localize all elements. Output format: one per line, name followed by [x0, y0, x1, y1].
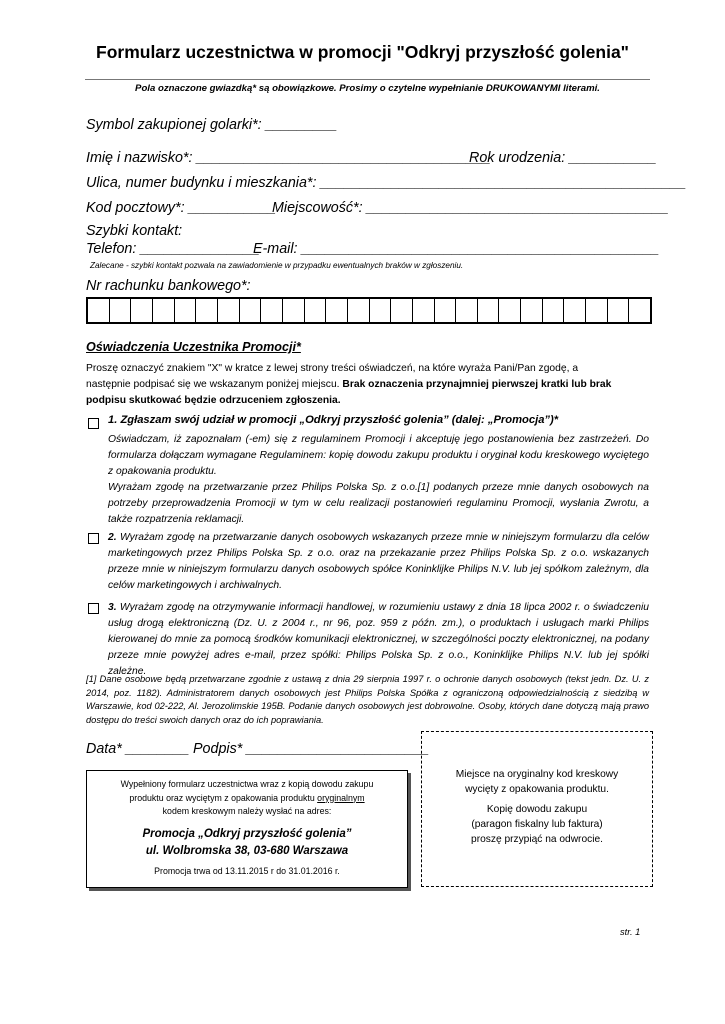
quick-contact-label: Szybki kontakt:	[86, 223, 183, 239]
bank-account-digit-cell[interactable]	[543, 299, 565, 322]
receipt-instruction-line: Kopię dowodu zakupu	[486, 804, 588, 815]
bank-account-digit-cell[interactable]	[456, 299, 478, 322]
bank-account-digit-cell[interactable]	[435, 299, 457, 322]
street-address: ul. Wolbromska 38, 03-680 Warszawa	[145, 844, 349, 857]
bank-account-digit-cell[interactable]	[629, 299, 650, 322]
barcode-placeholder-box	[421, 731, 653, 887]
statement-3-text	[108, 600, 649, 680]
bank-account-digit-cell[interactable]	[391, 299, 413, 322]
data-protection-footnote: [1] Dane osobowe będą przetwarzane zgodnie z ustawą z dnia 29 sierpnia 1997 r. o ochronie danych osobowych (tekst jedn. Dz. U. z 2014, poz. 1182). Administratorem danych osobowych jest Philips Polska Spółka z ograniczoną odpowiedzialnością z siedzibą w Warszawie, kod 02-222, Al. Jerozolimskie 195B. Podanie danych osobowych jest dobrowolne. Osoby, których dane dotyczą mają prawo dostępu do treści swoich danych oraz do ich poprawiania.	[86, 674, 649, 725]
mailing-instructions-line	[93, 792, 401, 806]
bank-account-input[interactable]	[86, 297, 652, 324]
intro-line-2	[86, 377, 649, 393]
bank-account-digit-cell[interactable]	[283, 299, 305, 322]
name-field[interactable]: Imię i nazwisko*: _____________________________________	[86, 150, 491, 166]
bank-account-digit-cell[interactable]	[131, 299, 153, 322]
bank-account-digit-cell[interactable]	[608, 299, 630, 322]
intro-line-1: Proszę oznaczyć znakiem "X" w kratce z lewej strony treści oświadczeń, na które wyraża Pani/Pan zgodę, a	[86, 363, 579, 374]
bank-account-digit-cell[interactable]	[326, 299, 348, 322]
statement-2-text	[108, 530, 649, 594]
phone-field[interactable]: Telefon: _______________	[86, 241, 260, 257]
statement-3-number: 3.	[108, 602, 117, 613]
bank-account-label: Nr rachunku bankowego*:	[86, 278, 251, 294]
bank-account-digit-cell[interactable]	[240, 299, 262, 322]
intro-plain: następnie podpisać się we wskazanym poniżej miejscu.	[86, 379, 340, 390]
page-number: str. 1	[620, 927, 641, 937]
bank-account-digit-cell[interactable]	[261, 299, 283, 322]
razor-symbol-field[interactable]: Symbol zakupionej golarki*: _________	[86, 117, 338, 133]
bank-account-digit-cell[interactable]	[305, 299, 327, 322]
intro-bold: Brak oznaczenia przynajmniej pierwszej kratki lub brak	[342, 379, 612, 390]
receipt-instruction-line: proszę przypiąć na odwrocie.	[471, 834, 603, 845]
bank-account-digit-cell[interactable]	[370, 299, 392, 322]
date-field[interactable]: Data* ________	[86, 741, 190, 757]
barcode-instruction-line: wycięty z opakowania produktu.	[465, 784, 609, 795]
form-title: Formularz uczestnictwa w promocji "Odkryj przyszłość golenia"	[96, 42, 629, 62]
promotion-dates: Promocja trwa od 13.11.2015 r do 31.01.2016 r.	[154, 865, 340, 876]
statement-2-number: 2.	[108, 532, 117, 543]
bank-account-digit-cell[interactable]	[88, 299, 110, 322]
postal-code-field[interactable]: Kod pocztowy*: ___________	[86, 200, 276, 216]
statement-2-checkbox[interactable]	[88, 533, 99, 544]
intro-bold-2: podpisu skutkować będzie odrzuceniem zgłoszenia.	[86, 395, 341, 406]
title-divider	[85, 79, 650, 80]
barcode-instruction-line: Miejsce na oryginalny kod kreskowy	[455, 769, 619, 780]
statement-3-body: Wyrażam zgodę na otrzymywanie informacji handlowej, w rozumieniu ustawy z dnia 18 lipca 2002 r. o świadczeniu usług drogą elektroniczną (Dz. U. z 2004 r., nr 96, poz. 959 z późn. zm.), o produktach i usługach marki Philips kierowanej do mnie za pomocą środków komunikacji elektronicznej, w szczególności poczty elektronicznej, na podany przeze mnie powyżej adres e-mail, przez spółki: Philips Polska Sp. z o.o., Koninklijke Philips N.V. lub jej spółki zależne.	[108, 602, 649, 677]
bank-account-digit-cell[interactable]	[586, 299, 608, 322]
bank-account-digit-cell[interactable]	[110, 299, 132, 322]
original-underlined: oryginalnym	[317, 792, 365, 803]
bank-account-digit-cell[interactable]	[218, 299, 240, 322]
receipt-instruction-line: (paragon fiskalny lub faktura)	[471, 819, 603, 830]
contact-hint: Zalecane - szybki kontakt pozwala na zawiadomienie w przypadku ewentualnych braków w zgłoszeniu.	[90, 261, 464, 270]
mandatory-note: Pola oznaczone gwiazdką* są obowiązkowe. Prosimy o czytelne wypełnianie DRUKOWANYMI literami.	[135, 83, 600, 94]
email-field[interactable]: E-mail: _____________________________________________	[253, 241, 660, 257]
statement-1-text: Oświadczam, iż zapoznałam (-em) się z regulaminem Promocji i akceptuję jego postanowienia bez zastrzeżeń. Do formularza dołączam wymagane Regulaminem: kopię dowodu zakupu produktu i oryginał kodu kreskowego wyciętego z opakowania produktu.	[108, 434, 649, 477]
birth-year-field[interactable]: Rok urodzenia: ___________	[469, 150, 657, 166]
street-field[interactable]: Ulica, numer budynku i mieszkania*: ______________________________________________	[86, 175, 687, 191]
mailing-instructions-text: produktu oraz wyciętym z opakowania produktu	[129, 792, 315, 803]
statement-1-title: 1. Zgłaszam swój udział w promocji „Odkryj przyszłość golenia” (dalej: „Promocja”)*	[108, 414, 559, 426]
bank-account-digit-cell[interactable]	[564, 299, 586, 322]
statement-2-body: Wyrażam zgodę na przetwarzanie danych osobowych wskazanych przeze mnie w niniejszym formularzu dla celów marketingowych przez Philips Polska Sp. z o.o. oraz na przekazanie przez Philips Polska Sp. z o.o. wskazanych przeze mnie w niniejszym formularzu danych osobowych spółce Koninklijke Philips N.V. lub jej spółkom zależnym, dla celów marketingowych i archiwalnych.	[108, 532, 649, 591]
statement-1-consent: Wyrażam zgodę na przetwarzanie przez Philips Polska Sp. z o.o.[1] podanych przeze mnie danych osobowych na potrzeby przeprowadzenia Promocji w tym w celu realizacji postanowień regulaminu Promocji, wysłania Zwrotu, a także rozpatrzenia reklamacji.	[108, 482, 649, 525]
statements-heading: Oświadczenia Uczestnika Promocji*	[86, 340, 301, 354]
statement-3-checkbox[interactable]	[88, 603, 99, 614]
mailing-address-box	[86, 770, 408, 888]
bank-account-digit-cell[interactable]	[348, 299, 370, 322]
statements-intro	[86, 361, 649, 409]
bank-account-digit-cell[interactable]	[413, 299, 435, 322]
intro-line-3	[86, 393, 649, 409]
promotion-name: Promocja „Odkryj przyszłość golenia”	[142, 827, 352, 840]
mailing-instructions-line: kodem kreskowym należy wysłać na adres:	[162, 806, 332, 816]
bank-account-digit-cell[interactable]	[478, 299, 500, 322]
bank-account-digit-cell[interactable]	[175, 299, 197, 322]
mailing-instructions	[87, 778, 407, 819]
bank-account-digit-cell[interactable]	[153, 299, 175, 322]
bank-account-digit-cell[interactable]	[196, 299, 218, 322]
mailing-instructions-line: Wypełniony formularz uczestnictwa wraz z kopią dowodu zakupu	[120, 779, 374, 789]
statement-1-checkbox[interactable]	[88, 418, 99, 429]
signature-field[interactable]: Podpis* _______________________	[193, 741, 430, 757]
bank-account-digit-cell[interactable]	[499, 299, 521, 322]
city-field[interactable]: Miejscowość*: ______________________________________	[272, 200, 669, 216]
bank-account-digit-cell[interactable]	[521, 299, 543, 322]
promotion-address	[87, 826, 407, 860]
